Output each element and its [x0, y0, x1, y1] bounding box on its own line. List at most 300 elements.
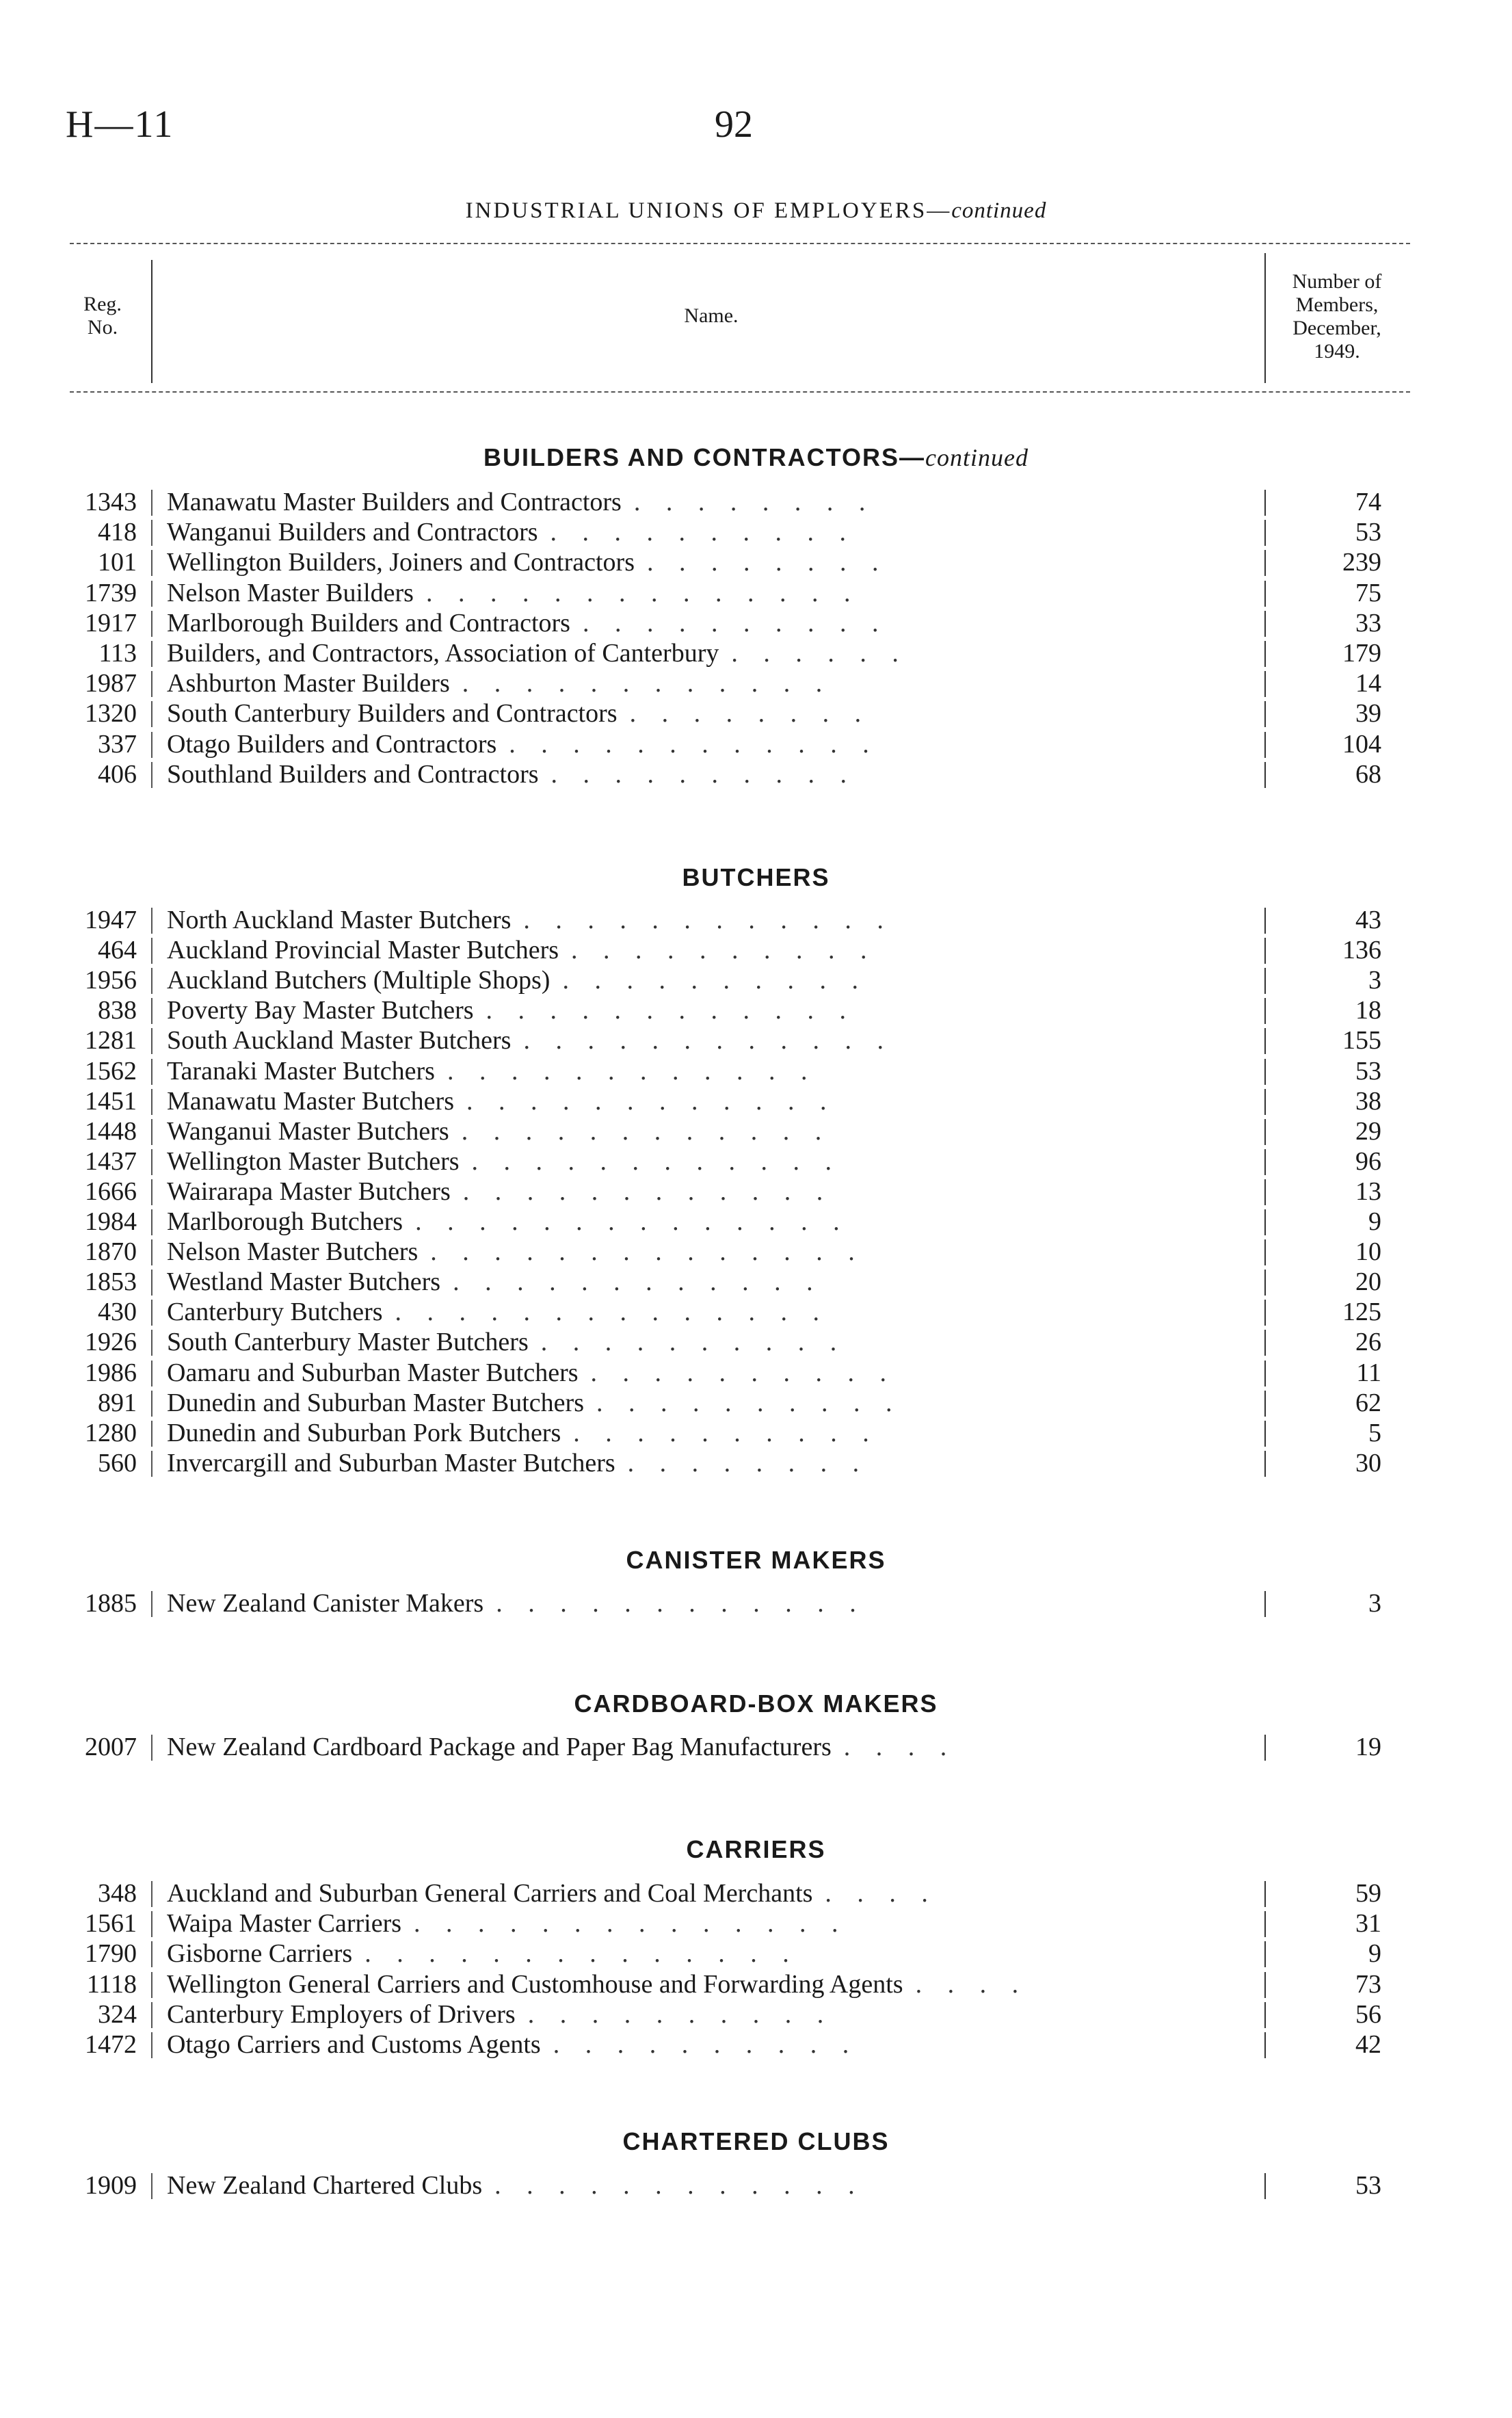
column-header-reg-no	[62, 293, 144, 339]
table-row	[0, 608, 1512, 638]
union-name: Manawatu Master Builders and Contractors	[167, 488, 622, 516]
union-name-cell	[167, 905, 1261, 935]
union-name: Oamaru and Suburban Master Butchers	[167, 1358, 579, 1387]
reg-number: 101	[98, 548, 137, 577]
reg-number: 2007	[85, 1733, 137, 1761]
union-name: Taranaki Master Butchers	[167, 1057, 435, 1086]
table-row	[0, 547, 1512, 577]
union-name: New Zealand Cardboard Package and Paper Bag Manufacturers	[167, 1733, 832, 1761]
table-row	[0, 1878, 1512, 1908]
union-name: Auckland and Suburban General Carriers and Coal Merchants	[167, 1879, 813, 1908]
member-count: 42	[1355, 2030, 1381, 2059]
member-count: 73	[1355, 1970, 1381, 1999]
reg-number: 1280	[85, 1419, 137, 1447]
dot-leaders: . . . . . . . . . . . .	[509, 730, 879, 759]
dot-leaders: . . . . . . . . . . . .	[462, 669, 832, 698]
reg-number: 1561	[85, 1909, 137, 1938]
header-left-divider	[151, 260, 152, 383]
dot-leaders: . . . . . . . . . . . .	[494, 2171, 864, 2200]
table-row	[0, 935, 1512, 965]
union-name: Nelson Master Butchers	[167, 1237, 419, 1266]
union-name: Wanganui Master Butchers	[167, 1117, 449, 1146]
column-divider	[1264, 1451, 1266, 1477]
column-divider	[151, 1119, 152, 1145]
member-count: 14	[1355, 669, 1381, 698]
reg-number: 337	[98, 730, 137, 759]
column-divider	[151, 1089, 152, 1115]
reg-number: 324	[98, 2000, 137, 2029]
column-divider	[151, 2002, 152, 2028]
union-name-cell	[167, 1177, 1261, 1207]
column-divider	[151, 998, 152, 1024]
member-count: 5	[1368, 1419, 1381, 1447]
table-row	[0, 2170, 1512, 2200]
union-name: Invercargill and Suburban Master Butchers	[167, 1449, 615, 1477]
column-divider	[1264, 1361, 1266, 1387]
column-divider	[1264, 1059, 1266, 1085]
member-count: 43	[1355, 906, 1381, 934]
column-divider	[1264, 908, 1266, 934]
reg-number: 418	[98, 518, 137, 547]
member-count: 9	[1368, 1207, 1381, 1236]
member-count: 10	[1355, 1237, 1381, 1266]
reg-number: 406	[98, 760, 137, 789]
table-row	[0, 668, 1512, 698]
member-count: 19	[1355, 1733, 1381, 1761]
table-row	[0, 965, 1512, 995]
dot-leaders: . . . . . . . .	[633, 488, 875, 516]
column-divider	[151, 1300, 152, 1326]
page-title-continued: continued	[951, 198, 1047, 223]
dot-leaders: . . . . . . . . . .	[596, 1389, 902, 1417]
column-divider	[1264, 762, 1266, 788]
column-header-name: Name.	[684, 304, 739, 327]
dot-leaders: . . . . . . . . . . . .	[462, 1177, 833, 1206]
member-count: 96	[1355, 1147, 1381, 1176]
table-row	[0, 995, 1512, 1025]
column-divider	[151, 671, 152, 697]
table-row	[0, 1732, 1512, 1762]
reg-number: 1118	[86, 1970, 137, 1999]
union-name-cell	[167, 608, 1261, 638]
union-name-cell	[167, 547, 1261, 577]
union-name-cell	[167, 1327, 1261, 1357]
column-divider	[151, 1361, 152, 1387]
table-row	[0, 1086, 1512, 1116]
dot-leaders: . . . . . . . .	[629, 699, 871, 728]
column-divider	[151, 1735, 152, 1761]
reg-number: 1472	[85, 2030, 137, 2059]
member-count: 18	[1355, 996, 1381, 1025]
union-name-cell	[167, 1388, 1261, 1418]
table-row	[0, 1388, 1512, 1418]
member-count: 26	[1355, 1328, 1381, 1356]
table-row	[0, 2029, 1512, 2060]
union-name-cell	[167, 1358, 1261, 1388]
member-count: 68	[1355, 760, 1381, 789]
column-divider	[151, 1451, 152, 1477]
column-header-reg-line2: No.	[87, 316, 118, 339]
reg-number: 1739	[85, 579, 137, 607]
union-name: Wanganui Builders and Contractors	[167, 518, 538, 547]
table-row	[0, 1207, 1512, 1237]
section-heading-text: BUTCHERS	[682, 863, 830, 891]
union-name: Dunedin and Suburban Master Butchers	[167, 1389, 584, 1417]
reg-number: 1870	[85, 1237, 137, 1266]
table-row	[0, 578, 1512, 608]
column-divider	[1264, 550, 1266, 576]
reg-number: 464	[98, 936, 137, 964]
member-count: 75	[1355, 579, 1381, 607]
dot-leaders: . . . . . .	[731, 639, 908, 668]
table-row	[0, 517, 1512, 547]
union-name: Auckland Butchers (Multiple Shops)	[167, 966, 551, 995]
member-count: 11	[1356, 1358, 1381, 1387]
column-divider	[1264, 701, 1266, 727]
union-name-cell	[167, 729, 1261, 759]
column-divider	[151, 1239, 152, 1265]
section-heading	[0, 863, 1512, 892]
column-divider	[151, 641, 152, 667]
dot-leaders: . . . . . . . . . .	[540, 1328, 847, 1356]
header-bottom-rule	[70, 391, 1410, 393]
union-name: Ashburton Master Builders	[167, 669, 450, 698]
section-heading-text: CARRIERS	[686, 1835, 826, 1863]
union-name-cell	[167, 1086, 1261, 1116]
dot-leaders: . . . . . . . . . . . . . .	[414, 1909, 848, 1938]
table-row	[0, 1999, 1512, 2029]
union-name-cell	[167, 1267, 1261, 1297]
union-name: Wellington Master Butchers	[167, 1147, 460, 1176]
column-divider	[1264, 1119, 1266, 1145]
section-heading-text: CANISTER MAKERS	[626, 1546, 886, 1574]
dot-leaders: . . . . . . . . . .	[527, 2000, 834, 2029]
union-name: Otago Builders and Contractors	[167, 730, 497, 759]
union-name-cell	[167, 668, 1261, 698]
union-name: Otago Carriers and Customs Agents	[167, 2030, 541, 2059]
dot-leaders: . . . . . . . . . . . .	[461, 1117, 832, 1146]
reg-number: 1956	[85, 966, 137, 995]
union-name: Marlborough Butchers	[167, 1207, 403, 1236]
column-divider	[151, 2032, 152, 2058]
column-divider	[151, 1330, 152, 1356]
column-divider	[151, 1059, 152, 1085]
column-divider	[1264, 968, 1266, 994]
member-count: 3	[1368, 966, 1381, 995]
dot-leaders: . . . . . . . . . .	[590, 1358, 897, 1387]
column-divider	[1264, 1179, 1266, 1205]
dot-leaders: . . . . . . . .	[627, 1449, 869, 1477]
member-count: 39	[1355, 699, 1381, 728]
column-divider	[1264, 1149, 1266, 1175]
dot-leaders: . . . . . . . .	[647, 548, 888, 577]
member-count: 239	[1342, 548, 1381, 577]
section-heading	[0, 443, 1512, 472]
column-divider	[1264, 2002, 1266, 2028]
union-name: Marlborough Builders and Contractors	[167, 609, 570, 638]
column-divider	[1264, 1941, 1266, 1967]
table-row	[0, 1327, 1512, 1357]
column-divider	[151, 732, 152, 758]
member-count: 104	[1342, 730, 1381, 759]
document-reference: H—11	[66, 103, 174, 146]
union-name-cell	[167, 1588, 1261, 1618]
table-row	[0, 1448, 1512, 1478]
column-divider	[151, 1209, 152, 1235]
header-top-rule	[70, 243, 1410, 244]
table-row	[0, 698, 1512, 728]
column-divider	[1264, 1391, 1266, 1417]
section-heading-text: CARDBOARD-BOX MAKERS	[574, 1690, 938, 1718]
member-count: 31	[1355, 1909, 1381, 1938]
dot-leaders: . . . . . . . . . .	[582, 609, 888, 638]
member-count: 74	[1355, 488, 1381, 516]
reg-number: 1790	[85, 1939, 137, 1968]
reg-number: 838	[98, 996, 137, 1025]
column-divider	[1264, 732, 1266, 758]
column-divider	[151, 938, 152, 964]
table-row	[0, 1418, 1512, 1448]
member-count: 9	[1368, 1939, 1381, 1968]
union-name: Gisborne Carriers	[167, 1939, 353, 1968]
column-divider	[151, 1972, 152, 1998]
column-divider	[151, 1028, 152, 1054]
union-name: Canterbury Employers of Drivers	[167, 2000, 516, 2029]
column-header-members-line2: Members,	[1295, 293, 1379, 316]
member-count: 56	[1355, 2000, 1381, 2029]
union-name-cell	[167, 1146, 1261, 1177]
reg-number: 430	[98, 1298, 137, 1326]
reg-number: 1451	[85, 1087, 137, 1116]
section-heading	[0, 1690, 1512, 1718]
column-divider	[1264, 1300, 1266, 1326]
member-count: 53	[1355, 2171, 1381, 2200]
union-name: South Canterbury Builders and Contractors	[167, 699, 618, 728]
union-name-cell	[167, 2029, 1261, 2060]
column-divider	[151, 762, 152, 788]
union-name-cell	[167, 965, 1261, 995]
union-name-cell	[167, 1939, 1261, 1969]
reg-number: 1909	[85, 2171, 137, 2200]
table-row	[0, 487, 1512, 517]
union-name: South Canterbury Master Butchers	[167, 1328, 529, 1356]
reg-number: 1986	[85, 1358, 137, 1387]
column-divider	[151, 611, 152, 637]
union-name: Westland Master Butchers	[167, 1267, 441, 1296]
dot-leaders: . . . . . . . . . . . .	[523, 906, 893, 934]
member-count: 53	[1355, 518, 1381, 547]
column-divider	[1264, 581, 1266, 607]
member-count: 33	[1355, 609, 1381, 638]
column-divider	[1264, 2173, 1266, 2199]
union-name-cell	[167, 995, 1261, 1025]
dot-leaders: . . . . . . . . . . . . . .	[395, 1298, 830, 1326]
union-name: Waipa Master Carriers	[167, 1909, 402, 1938]
union-name: Wairarapa Master Butchers	[167, 1177, 451, 1206]
union-name-cell	[167, 1878, 1261, 1908]
table-row	[0, 1056, 1512, 1086]
dot-leaders: . . . . . . . . . .	[551, 760, 857, 789]
column-header-members-line3: December,	[1292, 317, 1381, 339]
dot-leaders: . . . . . . . . . .	[562, 966, 868, 995]
column-divider	[151, 581, 152, 607]
member-count: 20	[1355, 1267, 1381, 1296]
column-divider	[1264, 490, 1266, 516]
table-row	[0, 1588, 1512, 1618]
column-divider	[151, 1421, 152, 1447]
dot-leaders: . . . . . . . . . .	[553, 2030, 859, 2059]
dot-leaders: . . . . . . . . . .	[573, 1419, 879, 1447]
column-divider	[1264, 1330, 1266, 1356]
union-name-cell	[167, 1116, 1261, 1146]
column-divider	[151, 2173, 152, 2199]
reg-number: 1562	[85, 1057, 137, 1086]
column-divider	[1264, 1089, 1266, 1115]
column-divider	[151, 1591, 152, 1617]
section-heading	[0, 1835, 1512, 1864]
union-name: Builders, and Contractors, Association of Canterbury	[167, 639, 719, 668]
column-divider	[151, 1179, 152, 1205]
member-count: 3	[1368, 1589, 1381, 1618]
reg-number: 1343	[85, 488, 137, 516]
union-name-cell	[167, 1969, 1261, 1999]
table-row	[0, 1267, 1512, 1297]
column-divider	[1264, 1421, 1266, 1447]
column-divider	[1264, 1735, 1266, 1761]
union-name: New Zealand Chartered Clubs	[167, 2171, 483, 2200]
column-divider	[151, 1911, 152, 1937]
dot-leaders: . . . .	[843, 1733, 957, 1761]
union-name-cell	[167, 1732, 1261, 1762]
union-name-cell	[167, 517, 1261, 547]
member-count: 125	[1342, 1298, 1381, 1326]
member-count: 155	[1342, 1026, 1381, 1055]
union-name-cell	[167, 1237, 1261, 1267]
union-name-cell	[167, 1056, 1261, 1086]
table-row	[0, 1177, 1512, 1207]
column-divider	[1264, 671, 1266, 697]
column-divider	[1264, 2032, 1266, 2058]
dot-leaders: . . . . . . . . . . . .	[453, 1267, 823, 1296]
table-row	[0, 1939, 1512, 1969]
table-row	[0, 638, 1512, 668]
union-name: Wellington Builders, Joiners and Contractors	[167, 548, 635, 577]
table-row	[0, 1116, 1512, 1146]
page-title-main: INDUSTRIAL UNIONS OF EMPLOYERS—	[465, 198, 952, 223]
reg-number: 1853	[85, 1267, 137, 1296]
dot-leaders: . . . . . . . . . . . . . .	[415, 1207, 849, 1236]
column-divider	[1264, 1028, 1266, 1054]
member-count: 29	[1355, 1117, 1381, 1146]
column-divider	[151, 1391, 152, 1417]
union-name: Nelson Master Builders	[167, 579, 414, 607]
union-name-cell	[167, 578, 1261, 608]
column-divider	[1264, 1270, 1266, 1296]
column-divider	[151, 1149, 152, 1175]
reg-number: 1666	[85, 1177, 137, 1206]
column-divider	[1264, 1209, 1266, 1235]
union-name-cell	[167, 1418, 1261, 1448]
dot-leaders: . . . . . . . . . . . . . .	[425, 579, 860, 607]
member-count: 59	[1355, 1879, 1381, 1908]
union-name: Auckland Provincial Master Butchers	[167, 936, 559, 964]
dot-leaders: . . . . . . . . . . . .	[471, 1147, 842, 1176]
table-row	[0, 1237, 1512, 1267]
column-divider	[151, 1270, 152, 1296]
union-name: South Auckland Master Butchers	[167, 1026, 512, 1055]
column-divider	[1264, 641, 1266, 667]
reg-number: 1437	[85, 1147, 137, 1176]
section-heading	[0, 1546, 1512, 1575]
column-divider	[151, 701, 152, 727]
column-header-members-line4: 1949.	[1314, 340, 1360, 363]
column-divider	[1264, 1911, 1266, 1937]
column-divider	[1264, 1881, 1266, 1907]
union-name-cell	[167, 1297, 1261, 1327]
reg-number: 891	[98, 1389, 137, 1417]
section-heading-text: BUILDERS AND CONTRACTORS—	[483, 443, 926, 471]
union-name-cell	[167, 698, 1261, 728]
page-title	[0, 198, 1512, 224]
member-count: 136	[1342, 936, 1381, 964]
union-name: Canterbury Butchers	[167, 1298, 383, 1326]
table-row	[0, 1969, 1512, 1999]
reg-number: 1947	[85, 906, 137, 934]
page-number: 92	[715, 103, 753, 146]
dot-leaders: . . . . . . . . . . . . . .	[430, 1237, 864, 1266]
union-name: Southland Builders and Contractors	[167, 760, 539, 789]
union-name-cell	[167, 1908, 1261, 1939]
column-divider	[151, 550, 152, 576]
reg-number: 560	[98, 1449, 137, 1477]
section-heading-continued: continued	[925, 444, 1029, 471]
column-header-reg-line1: Reg.	[83, 293, 122, 315]
table-row	[0, 729, 1512, 759]
member-count: 13	[1355, 1177, 1381, 1206]
column-divider	[151, 1941, 152, 1967]
dot-leaders: . . . .	[825, 1879, 938, 1908]
reg-number: 348	[98, 1879, 137, 1908]
dot-leaders: . . . . . . . . . . . . . .	[364, 1939, 799, 1968]
reg-number: 113	[98, 639, 137, 668]
member-count: 38	[1355, 1087, 1381, 1116]
table-row	[0, 1908, 1512, 1939]
union-name-cell	[167, 487, 1261, 517]
union-name-cell	[167, 759, 1261, 789]
section-heading-text: CHARTERED CLUBS	[622, 2127, 890, 2155]
member-count: 179	[1342, 639, 1381, 668]
header-right-divider	[1264, 253, 1266, 383]
dot-leaders: . . . . . . . . . .	[571, 936, 877, 964]
column-divider	[151, 520, 152, 546]
dot-leaders: . . . . . . . . . .	[550, 518, 856, 547]
column-divider	[151, 1881, 152, 1907]
reg-number: 1448	[85, 1117, 137, 1146]
union-name-cell	[167, 638, 1261, 668]
table-row	[0, 1025, 1512, 1055]
union-name: New Zealand Canister Makers	[167, 1589, 484, 1618]
union-name-cell	[167, 1999, 1261, 2029]
union-name-cell	[167, 1025, 1261, 1055]
section-heading	[0, 2127, 1512, 2156]
reg-number: 1885	[85, 1589, 137, 1618]
table-row	[0, 1297, 1512, 1327]
column-divider	[1264, 611, 1266, 637]
table-row	[0, 1146, 1512, 1177]
reg-number: 1281	[85, 1026, 137, 1055]
table-row	[0, 759, 1512, 789]
column-divider	[151, 908, 152, 934]
